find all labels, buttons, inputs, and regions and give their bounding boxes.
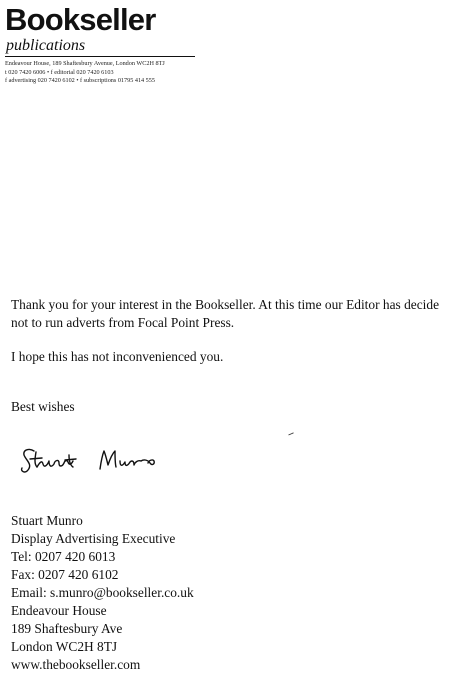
letterhead-rule [5, 56, 195, 57]
letter-paragraph-1: Thank you for your interest in the Bookseller. At this time our Editor has decide not to run adverts from Focal Point Press. [11, 297, 440, 330]
letterhead-phones-2: f advertising 020 7420 6102 • f subscriptions 01795 414 555 [5, 77, 155, 84]
sender-details [11, 512, 431, 674]
brand-subtitle: publications [6, 37, 86, 54]
brand-logo: Bookseller [5, 2, 156, 37]
letter-paragraph-2: I hope this has not inconvenienced you. [11, 349, 224, 364]
sender-tel: Tel: 0207 420 6013 [11, 549, 116, 564]
letterhead-phones: t 020 7420 6006 • f editorial 020 7420 6103 [5, 68, 114, 76]
stray-ink-mark [288, 432, 294, 436]
handwritten-signature [18, 442, 168, 478]
sender-address-line-3: London WC2H 8TJ [11, 639, 118, 654]
sender-email: Email: s.munro@bookseller.co.uk [11, 585, 194, 600]
sender-address-line-1: Endeavour House [11, 603, 107, 618]
sender-website: www.thebookseller.com [11, 657, 141, 672]
sender-fax: Fax: 0207 420 6102 [11, 567, 119, 582]
sender-title: Display Advertising Executive [11, 531, 176, 546]
sender-address-line-2: 189 Shaftesbury Ave [11, 621, 123, 636]
letter-closing: Best wishes [11, 399, 75, 414]
sender-name: Stuart Munro [11, 513, 83, 528]
letterhead-address: Endeavour House, 189 Shaftesbury Avenue, London WC2H 8TJ [5, 60, 165, 67]
letterhead [5, 4, 205, 86]
